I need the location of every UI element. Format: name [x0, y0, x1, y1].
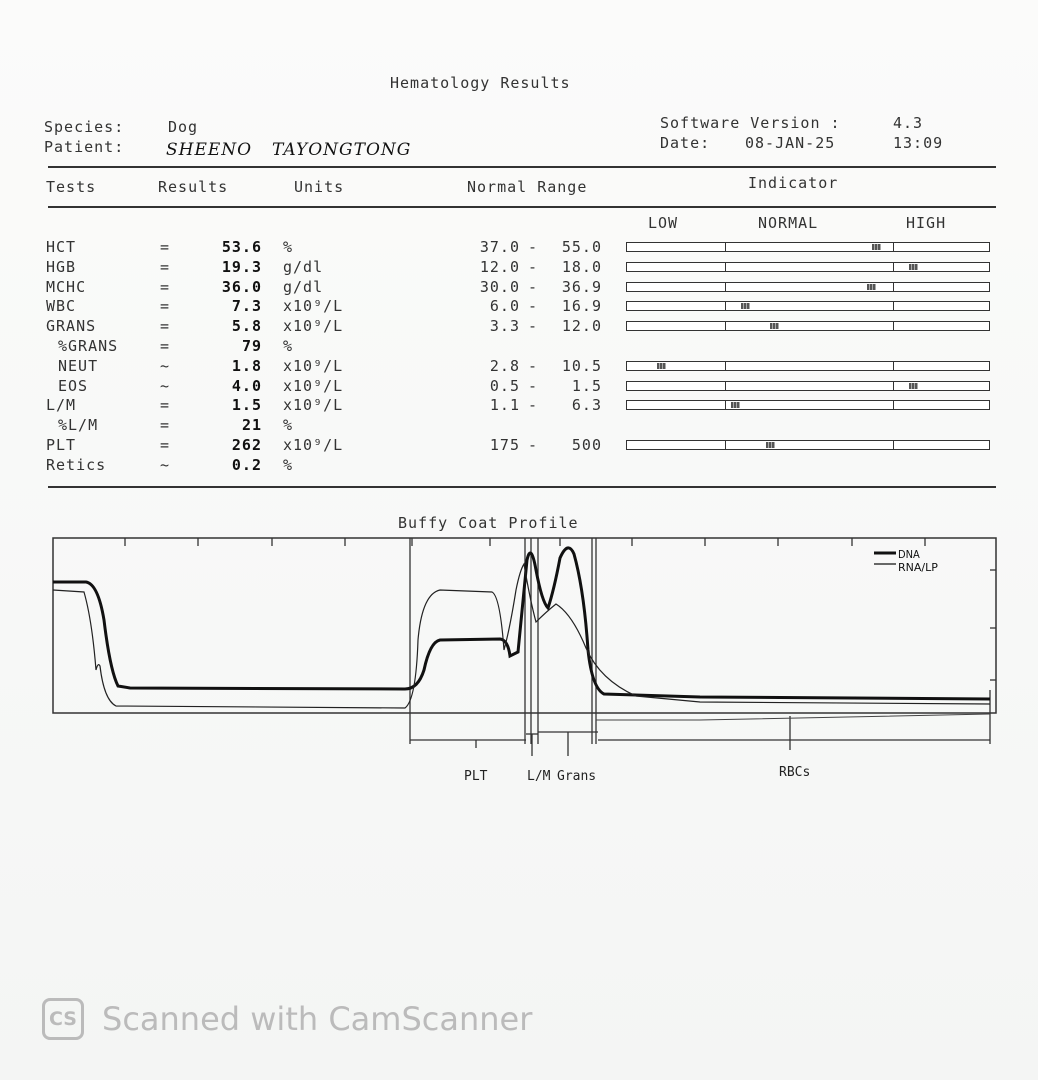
col-indicator: Indicator [748, 174, 839, 192]
test-name: MCHC [46, 277, 87, 296]
range-high: 12.0 [561, 317, 602, 336]
indicator-marker [872, 244, 881, 250]
range-dash: - [528, 257, 539, 276]
test-result: 1.5 [231, 396, 262, 415]
test-result: 262 [231, 436, 262, 454]
patient-first-name: SHEENO [166, 140, 253, 160]
col-results: Results [158, 178, 229, 196]
test-operator: = [160, 297, 171, 316]
indicator-divider [893, 401, 894, 409]
test-name: L/M [46, 396, 77, 415]
indicator-bar [626, 242, 990, 252]
range-high: 1.5 [571, 376, 602, 395]
camscanner-logo: CS [42, 998, 84, 1040]
indicator-marker [909, 264, 918, 270]
species-value: Dog [168, 118, 199, 136]
range-dash: - [528, 238, 539, 256]
range-high: 500 [571, 436, 602, 454]
time-value: 13:09 [893, 134, 944, 152]
buffy-coat-chart [0, 530, 1038, 800]
test-result: 19.3 [221, 257, 262, 276]
indicator-divider [893, 362, 894, 370]
indicator-divider [893, 382, 894, 390]
species-label: Species: [44, 118, 125, 136]
test-operator: = [160, 317, 171, 336]
test-name: EOS [58, 376, 89, 395]
report-title: Hematology Results [390, 74, 571, 92]
test-operator: = [160, 416, 171, 435]
test-unit: x10⁹/L [283, 297, 344, 316]
test-name: %GRANS [58, 337, 119, 355]
test-unit: x10⁹/L [283, 356, 344, 375]
header-rule-top [48, 166, 996, 168]
test-operator: ~ [160, 376, 171, 395]
software-version: 4.3 [893, 114, 924, 132]
rna-lp-curve [53, 564, 990, 708]
range-low: 12.0 [479, 257, 520, 276]
test-operator: = [160, 238, 171, 256]
range-high: 6.3 [571, 396, 602, 415]
test-result: 0.2 [231, 455, 262, 474]
test-result: 79 [241, 337, 262, 355]
test-unit: % [283, 416, 294, 435]
col-normal-range: Normal Range [467, 178, 588, 196]
indicator-divider [725, 382, 726, 390]
test-name: WBC [46, 297, 77, 316]
test-operator: = [160, 277, 171, 296]
buffy-title: Buffy Coat Profile [398, 514, 579, 532]
range-dash: - [528, 376, 539, 395]
indicator-marker [770, 323, 779, 329]
test-name: HCT [46, 238, 77, 256]
test-operator: = [160, 396, 171, 415]
legend-dna-label: DNA [898, 548, 920, 561]
range-low: 1.1 [489, 396, 520, 415]
indicator-divider [725, 401, 726, 409]
indicator-marker [741, 303, 750, 309]
test-name: GRANS [46, 317, 97, 336]
indicator-normal-label: NORMAL [758, 214, 819, 232]
test-unit: x10⁹/L [283, 396, 344, 415]
indicator-low-label: LOW [648, 214, 679, 232]
test-unit: g/dl [283, 277, 324, 296]
indicator-bar [626, 400, 990, 410]
range-low: 6.0 [489, 297, 520, 316]
results-rule [48, 486, 996, 488]
patient-last-name: TAYONGTONG [272, 140, 412, 160]
indicator-divider [725, 243, 726, 251]
indicator-divider [725, 263, 726, 271]
range-dash: - [528, 317, 539, 336]
test-result: 21 [241, 416, 262, 435]
test-unit: g/dl [283, 257, 324, 276]
test-name: Retics [46, 455, 107, 474]
range-high: 18.0 [561, 257, 602, 276]
indicator-divider [725, 283, 726, 291]
region-rbcs-label: RBCs [779, 765, 811, 780]
test-unit: % [283, 238, 294, 256]
indicator-marker [766, 442, 775, 448]
test-result: 7.3 [231, 297, 262, 316]
indicator-divider [725, 441, 726, 449]
patient-label: Patient: [44, 138, 125, 156]
indicator-bar [626, 440, 990, 450]
test-unit: % [283, 337, 294, 355]
legend-rna-label: RNA/LP [898, 561, 938, 574]
col-tests: Tests [46, 178, 97, 196]
test-name: %L/M [58, 416, 99, 435]
indicator-divider [893, 322, 894, 330]
indicator-bar [626, 361, 990, 371]
range-low: 2.8 [489, 356, 520, 375]
chart-legend [874, 548, 938, 574]
test-operator: = [160, 436, 171, 454]
test-operator: = [160, 337, 171, 355]
range-dash: - [528, 396, 539, 415]
range-low: 3.3 [489, 317, 520, 336]
indicator-divider [725, 362, 726, 370]
indicator-divider [725, 302, 726, 310]
indicator-divider [893, 243, 894, 251]
date-label: Date: [660, 134, 711, 152]
test-unit: x10⁹/L [283, 376, 344, 395]
test-unit: x10⁹/L [283, 436, 344, 454]
test-unit: x10⁹/L [283, 317, 344, 336]
indicator-marker [657, 363, 666, 369]
range-high: 10.5 [561, 356, 602, 375]
test-operator: ~ [160, 455, 171, 474]
test-name: NEUT [58, 356, 99, 375]
range-dash: - [528, 356, 539, 375]
range-low: 175 [489, 436, 520, 454]
indicator-marker [867, 284, 876, 290]
indicator-divider [893, 263, 894, 271]
range-low: 0.5 [489, 376, 520, 395]
range-dash: - [528, 297, 539, 316]
test-operator: = [160, 257, 171, 276]
range-dash: - [528, 436, 539, 454]
range-high: 16.9 [561, 297, 602, 316]
range-high: 36.9 [561, 277, 602, 296]
indicator-bar [626, 282, 990, 292]
test-name: PLT [46, 436, 77, 454]
test-result: 36.0 [221, 277, 262, 296]
indicator-bar [626, 381, 990, 391]
test-unit: % [283, 455, 294, 474]
range-dash: - [528, 277, 539, 296]
camscanner-watermark: Scanned with CamScanner [102, 1000, 533, 1038]
range-high: 55.0 [561, 238, 602, 256]
region-grans-label: Grans [557, 769, 597, 784]
software-label: Software Version : [660, 114, 841, 132]
indicator-divider [893, 302, 894, 310]
indicator-bar [626, 262, 990, 272]
col-units: Units [294, 178, 345, 196]
indicator-marker [909, 383, 918, 389]
region-plt-label: PLT [464, 769, 488, 784]
indicator-divider [893, 441, 894, 449]
header-rule-bottom [48, 206, 996, 208]
indicator-high-label: HIGH [906, 214, 947, 232]
date-value: 08-JAN-25 [745, 134, 836, 152]
range-low: 37.0 [479, 238, 520, 256]
indicator-marker [731, 402, 740, 408]
range-low: 30.0 [479, 277, 520, 296]
test-operator: ~ [160, 356, 171, 375]
test-name: HGB [46, 257, 77, 276]
chart-right-ticks [990, 570, 996, 680]
indicator-bar [626, 301, 990, 311]
chart-baseline-curve [596, 714, 990, 720]
indicator-divider [725, 322, 726, 330]
test-result: 1.8 [231, 356, 262, 375]
test-result: 53.6 [221, 238, 262, 256]
indicator-bar [626, 321, 990, 331]
indicator-divider [893, 283, 894, 291]
test-result: 5.8 [231, 317, 262, 336]
test-result: 4.0 [231, 376, 262, 395]
region-lm-label: L/M [527, 769, 551, 784]
